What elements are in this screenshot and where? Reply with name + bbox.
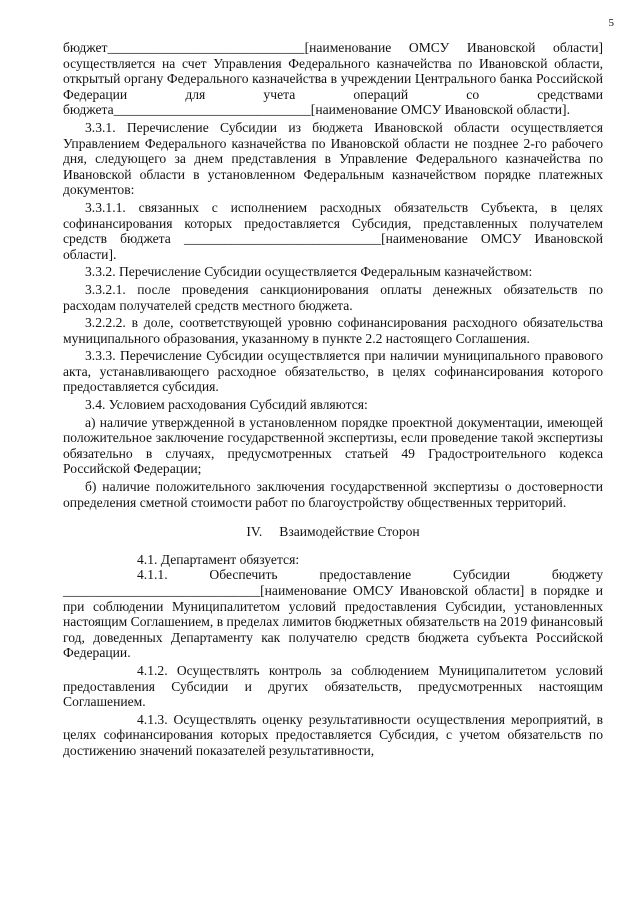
paragraph: бюджет_____________________________[наименование ОМСУ Ивановской области] осуществляется на счет Управления Федерального казначейства по Ивановской области, открытый органу Федерального казначейства в учреждении Центрального банка Российской Федерации для учета операций со средствами бюджета_____________________________[наименование ОМСУ Ивановской области]. (63, 40, 603, 118)
paragraph: 3.3.2. Перечисление Субсидии осуществляется Федеральным казначейством: (85, 264, 533, 280)
paragraph: 4.1. Департамент обязуется: (137, 551, 300, 567)
paragraph: 4.1.3. Осуществлять оценку результативности осуществления мероприятий, в целях софинансирования которых предоставляется Субсидия, с учетом обязательств по достижению значений показателей результативности, (63, 711, 603, 758)
paragraph: а) наличие утвержденной в установленном порядке проектной документации, имеющей положительное заключение государственной экспертизы, если проведение такой экспертизы обязательно в случаях, предусмотренных статьей 49 Градостроительного кодекса Российской Федерации; (63, 414, 603, 477)
document-body (63, 40, 603, 759)
paragraph: 3.3.2.1. после проведения санкционирования оплаты денежных обязательств по расходам получателей средств местного бюджета. (63, 281, 603, 313)
paragraph: 4.1.2. Осуществлять контроль за соблюдением Муниципалитетом условий предоставления Субсидии и других обязательств, предусмотренных настоящим Соглашением. (63, 662, 603, 710)
paragraph: 3.2.2.2. в доле, соответствующей уровню софинансирования расходного обязательства муниципального образования, указанному в пункте 2.2 настоящего Соглашения. (63, 315, 603, 346)
section-heading: IV. Взаимодействие Сторон (246, 524, 420, 540)
page-number: 5 (608, 17, 614, 29)
paragraph: 3.4. Условием расходования Субсидий являются: (85, 397, 368, 413)
paragraph: б) наличие положительного заключения государственной экспертизы о достоверности определения сметной стоимости работ по благоустройству общественных территорий. (63, 479, 603, 510)
paragraph: 4.1.1. Обеспечить предоставление Субсидии бюджету _____________________________[наименование ОМСУ Ивановской области] в порядке и при соблюдении Муниципалитетом условий предоставления Субсидии, установленных настоящим Соглашением, в пределах лимитов бюджетных обязательств на 2019 финансовый год, доведенных Департаменту как получателю средств бюджета субъекта Российской Федерации. (63, 567, 603, 661)
paragraph: 3.3.1.1. связанных с исполнением расходных обязательств Субъекта, в целях софинансирования которых предоставляется Субсидия, представленных получателем средств бюджета _____________________________[наименование ОМСУ Ивановской области]. (63, 199, 603, 262)
paragraph: 3.3.3. Перечисление Субсидии осуществляется при наличии муниципального правового акта, устанавливающего расходное обязательство, в целях софинансирования которого предоставляется субсидия. (63, 348, 603, 395)
paragraph: 3.3.1. Перечисление Субсидии из бюджета Ивановской области осуществляется Управлением Федерального казначейства по Ивановской области не позднее 2-го рабочего дня, следующего за днем представления в Управление Федерального казначейства по Ивановской области в установленном Федеральным казначейством порядке платежных документов: (63, 119, 603, 198)
